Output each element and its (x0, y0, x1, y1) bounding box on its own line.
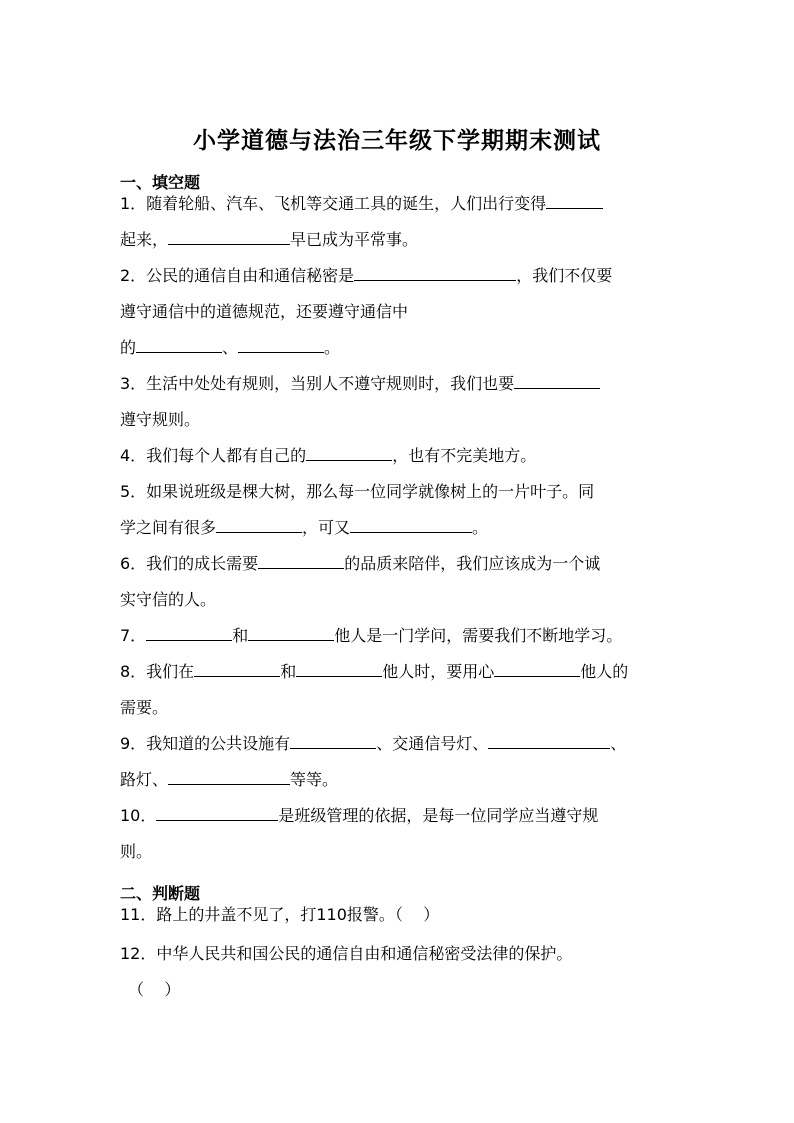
answer-blank (296, 662, 382, 677)
question-5-text: 学之间有很多 (120, 518, 217, 537)
answer-blank (168, 230, 290, 245)
question-2-text: ，我们不仅要 (516, 266, 613, 285)
answer-blank (306, 446, 392, 461)
question-1-line-2 (120, 230, 418, 250)
question-5-text: 。 (472, 518, 489, 537)
answer-blank (248, 626, 334, 641)
question-3-line-2: 遵守规则。 (120, 410, 201, 429)
question-11-text: ） (423, 905, 440, 924)
question-9-line-2 (120, 770, 338, 790)
question-10-line-1 (120, 806, 598, 826)
question-3-line-1 (120, 374, 600, 394)
section-heading-true-false: 二、判断题 (120, 884, 201, 903)
answer-blank (350, 518, 472, 533)
question-7-line-1 (120, 626, 622, 646)
question-2-text: 。 (324, 338, 341, 357)
question-8-text: 和 (280, 662, 297, 681)
question-12-text: （ (128, 980, 145, 999)
question-12-text: ） (164, 980, 181, 999)
question-8-text: 8．我们在 (120, 662, 195, 681)
question-4-text: ，也有不完美地方。 (392, 446, 537, 465)
question-2-line-1 (120, 266, 612, 286)
question-2-line-3 (120, 338, 340, 358)
question-8-text: 他人的 (580, 662, 629, 681)
question-1-text: 1．随着轮船、汽车、飞机等交通工具的诞生，人们出行变得 (120, 194, 547, 213)
question-4-line-1 (120, 446, 536, 466)
question-8-line-1 (120, 662, 628, 682)
answer-blank (546, 194, 603, 209)
question-5-line-2 (120, 518, 488, 538)
question-9-text: 等等。 (290, 770, 339, 789)
page-title: 小学道德与法治三年级下学期期末测试 (193, 127, 601, 154)
question-6-line-2: 实守信的人。 (120, 590, 217, 609)
answer-space (144, 980, 164, 999)
answer-blank (514, 374, 600, 389)
question-1-line-1 (120, 194, 603, 214)
answer-space (403, 905, 423, 924)
question-7-text: 他人是一门学问，需要我们不断地学习。 (334, 626, 623, 645)
question-2-text: 2．公民的通信自由和通信秘密是 (120, 266, 355, 285)
answer-blank (354, 266, 516, 281)
question-9-text: 路灯、 (120, 770, 169, 789)
question-5-text: ，可又 (302, 518, 351, 537)
question-10-line-2: 则。 (120, 842, 153, 861)
question-3-text: 3．生活中处处有规则，当别人不遵守规则时，我们也要 (120, 374, 515, 393)
answer-blank (238, 338, 324, 353)
section-heading-fill-in: 一、填空题 (120, 173, 201, 192)
answer-blank (146, 626, 232, 641)
question-10-text: 10． (120, 806, 157, 825)
question-9-text: 、 (610, 734, 627, 753)
question-6-text: 的品质来陪伴，我们应该成为一个诚 (344, 554, 601, 573)
answer-blank (156, 806, 278, 821)
question-8-text: 他人时，要用心 (382, 662, 495, 681)
question-4-text: 4．我们每个人都有自己的 (120, 446, 307, 465)
answer-blank (194, 662, 280, 677)
answer-blank (488, 734, 610, 749)
question-1-text: 起来， (120, 230, 169, 249)
answer-blank (216, 518, 302, 533)
question-8-line-2: 需要。 (120, 698, 169, 717)
question-2-line-2: 遵守通信中的道德规范，还要遵守通信中 (120, 302, 409, 321)
answer-blank (290, 734, 376, 749)
question-7-text: 7． (120, 626, 147, 645)
question-6-text: 6．我们的成长需要 (120, 554, 259, 573)
question-9-line-1 (120, 734, 626, 754)
question-10-text: 是班级管理的依据，是每一位同学应当遵守规 (278, 806, 599, 825)
question-11-line-1 (120, 905, 439, 925)
question-5-line-1: 5．如果说班级是棵大树，那么每一位同学就像树上的一片叶子。同 (120, 482, 595, 501)
question-9-text: 、交通信号灯、 (376, 734, 489, 753)
question-7-text: 和 (232, 626, 249, 645)
question-12-line-2 (128, 980, 180, 1000)
answer-blank (258, 554, 344, 569)
question-9-text: 9．我知道的公共设施有 (120, 734, 291, 753)
answer-blank (494, 662, 580, 677)
answer-blank (168, 770, 290, 785)
question-12-line-1: 12．中华人民共和国公民的通信自由和通信秘密受法律的保护。 (120, 944, 573, 963)
question-6-line-1 (120, 554, 600, 574)
answer-blank (136, 338, 222, 353)
question-11-text: 11．路上的井盖不见了，打110报警。（ (120, 905, 403, 924)
question-2-text: 的 (120, 338, 137, 357)
question-1-text: 早已成为平常事。 (290, 230, 419, 249)
question-2-text: 、 (222, 338, 239, 357)
